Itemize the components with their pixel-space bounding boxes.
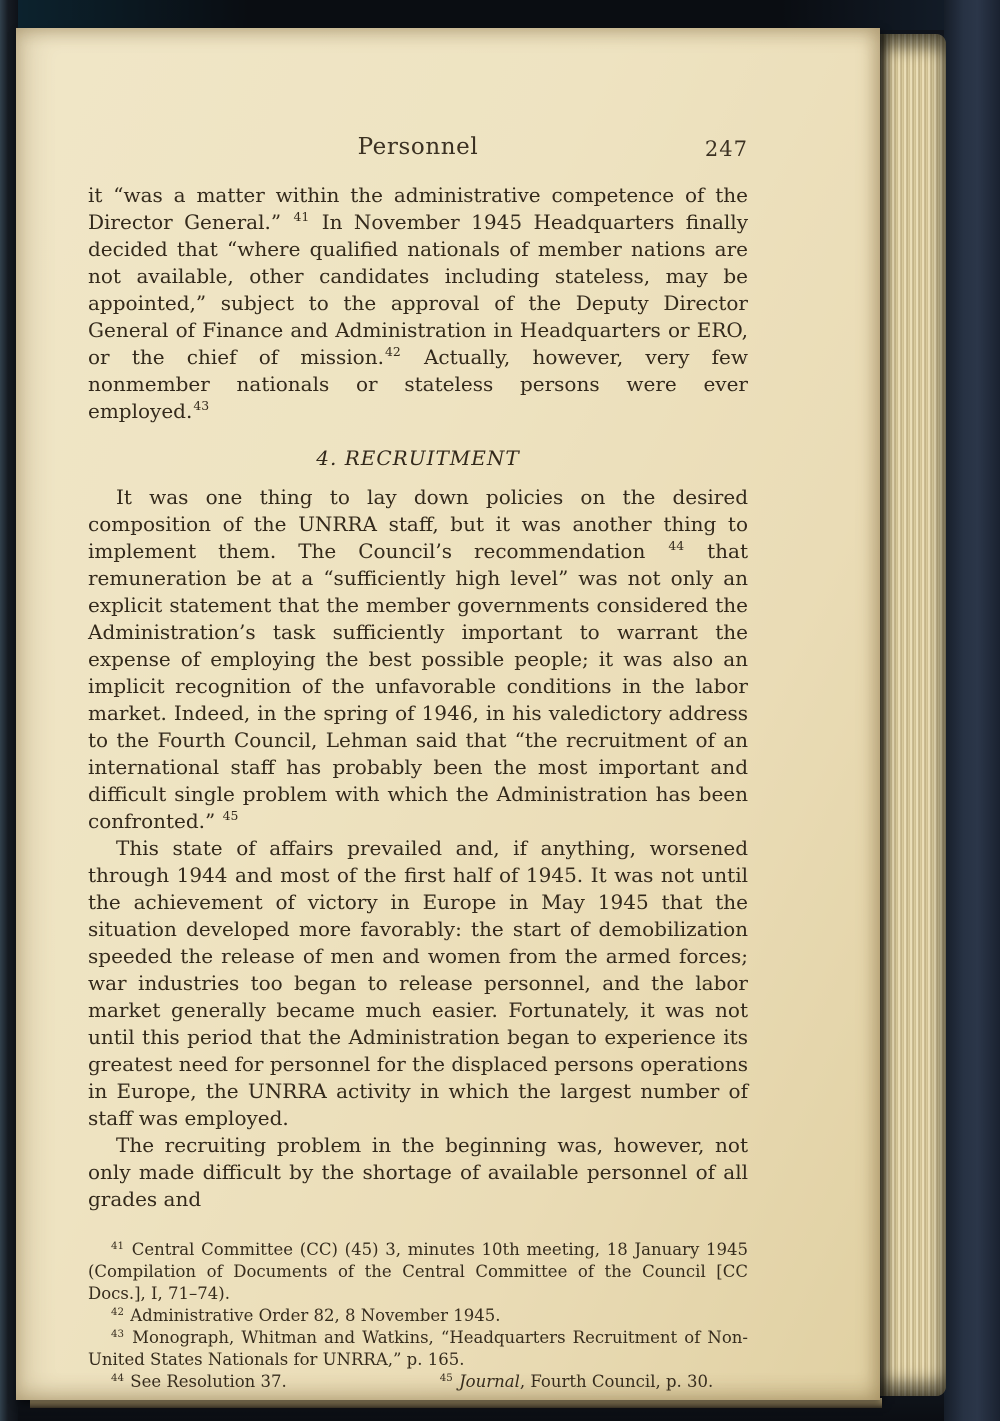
text-run: Administrative Order 82, 8 November 1945. bbox=[130, 1306, 501, 1325]
paragraph bbox=[88, 182, 748, 425]
footnote-number: 42 bbox=[111, 1306, 125, 1318]
text-run: Central Committee (CC) (45) 3, minutes 10th meeting, 18 January 1945 (Compilation of Documents of the Central Committee of the Council [CC Docs.], I, 71–74). bbox=[88, 1240, 748, 1303]
footnote bbox=[88, 1305, 748, 1327]
text-run: It was one thing to lay down policies on the desired composition of the UNRRA staff, but it was another thing to implement them. The Council’s recommendation bbox=[88, 485, 748, 563]
footnote bbox=[88, 1371, 748, 1393]
footnote-number: 45 bbox=[439, 1372, 453, 1384]
paragraph bbox=[88, 835, 748, 1132]
book-page bbox=[16, 28, 880, 1400]
footnote-number: 43 bbox=[111, 1328, 125, 1340]
text-run: Journal bbox=[459, 1372, 520, 1391]
scan-dark-edge-top bbox=[0, 0, 1000, 30]
text-run: it “was a matter within the administrative competence of the Director General.” bbox=[88, 183, 748, 234]
text-run: The recruiting problem in the beginning was, however, not only made difficult by the shortage of available personnel of all grades and bbox=[88, 1133, 748, 1211]
text-run: that remuneration be at a “sufficiently high level” was not only an explicit statement that the member governments considered the Administration’s task sufficiently important to warrant the expense of employing the best possible people; it was also an implicit recognition of the unfavorable conditions in the labor market. Indeed, in the spring of 1946, in his valedictory address to the Fourth Council, Lehman said that “the recruitment of an international staff has probably been the most important and difficult single problem with which the Administration has been confronted.” bbox=[88, 539, 748, 833]
footnote-ref: 41 bbox=[293, 209, 310, 225]
text-run: In November 1945 Headquarters finally decided that “where qualified nationals of member nations are not available, other candidates including stateless, may be appointed,” subject to the approval of the Deputy Director General of Finance and Administration in Headquarters or ERO, or the chief of mission. bbox=[88, 210, 748, 369]
footnote bbox=[88, 1327, 748, 1371]
footnote-number: 44 bbox=[111, 1372, 125, 1384]
paragraph bbox=[88, 1132, 748, 1213]
text-run: Actually, however, very few nonmember nationals or stateless persons were ever employed. bbox=[88, 345, 748, 423]
footnote-ref: 45 bbox=[222, 808, 239, 824]
text-run: Monograph, Whitman and Watkins, “Headquarters Recruitment of Non-United States Nationals for UNRRA,” p. 165. bbox=[88, 1328, 748, 1369]
footnote-number: 41 bbox=[111, 1240, 125, 1252]
paragraph bbox=[88, 484, 748, 835]
footnote-ref: 44 bbox=[668, 538, 685, 554]
page-content bbox=[88, 134, 748, 1393]
footnotes bbox=[88, 1239, 748, 1393]
text-run: See Resolution 37. bbox=[130, 1372, 287, 1391]
text-run: This state of affairs prevailed and, if anything, worsened through 1944 and most of the first half of 1945. It was not until the achievement of victory in Europe in May 1945 that the situation developed more favorably: the start of demobilization speeded the release of men and women from the armed forces; war industries too began to release personnel, and the labor market generally became much easier. Fortunately, it was not until this period that the Administration began to experience its greatest need for personnel for the displaced persons operations in Europe, the UNRRA activity in which the largest number of staff was employed. bbox=[88, 836, 748, 1130]
page-header bbox=[88, 134, 748, 170]
footnote-ref: 42 bbox=[384, 344, 401, 360]
page-number: 247 bbox=[704, 137, 748, 161]
footnote-ref: 43 bbox=[193, 398, 210, 414]
footnote bbox=[439, 1371, 713, 1393]
footnote bbox=[88, 1239, 748, 1305]
book-binding bbox=[944, 0, 1000, 1421]
page-edge-stack bbox=[880, 34, 946, 1396]
text-run: , Fourth Council, p. 30. bbox=[519, 1372, 714, 1391]
section-heading: 4. RECRUITMENT bbox=[316, 446, 520, 470]
running-title: Personnel bbox=[357, 134, 479, 160]
body-text bbox=[88, 182, 748, 1213]
